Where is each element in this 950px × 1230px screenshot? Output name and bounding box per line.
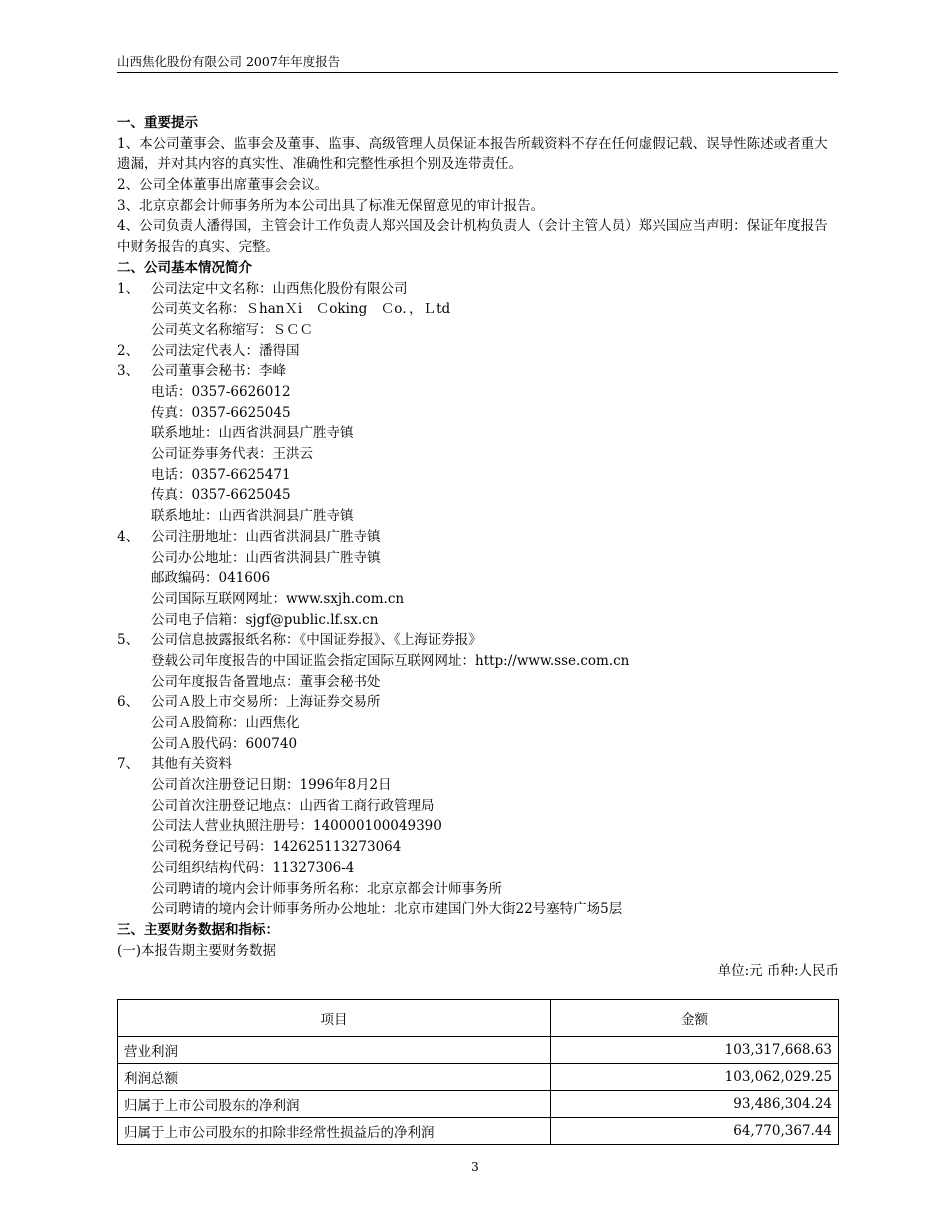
notice-item-3: 3、北京京都会计师事务所为本公司出具了标准无保留意见的审计报告。 [117,197,545,214]
list-item [117,341,839,362]
item-text: 公司税务登记号码：142625113273064 [151,839,402,856]
item-text: 电话：0357-6625471 [151,466,291,483]
list-item [117,589,839,610]
list-item [117,775,839,796]
cell-item: 归属于上市公司股东的扣除非经常性损益后的净利润 [118,1118,551,1145]
item-number: 1、 [117,280,140,297]
list-item [117,858,839,879]
item-text: 其他有关资料 [151,756,232,773]
list-item [117,403,839,424]
item-text: 传真：0357-6625045 [151,404,291,421]
cell-amount: 103,317,668.63 [551,1037,839,1064]
column-header-amount: 金额 [551,1000,839,1037]
list-item [117,816,839,837]
cell-amount: 103,062,029.25 [551,1064,839,1091]
cell-item: 归属于上市公司股东的净利润 [118,1091,551,1118]
list-item [117,279,839,300]
item-text: 联系地址：山西省洪洞县广胜寺镇 [151,425,354,442]
table-row [118,1118,839,1145]
list-item [117,610,839,631]
item-text: 公司Ａ股上市交易所：上海证券交易所 [151,694,381,711]
notice-item-4: 4、公司负责人潘得国，主管会计工作负责人郑兴国及会计机构负责人（会计主管人员）郑兴国应当声明：保证年度报告中财务报告的真实、完整。 [117,218,828,256]
item-text: 公司证券事务代表：王洪云 [151,446,313,463]
item-text: 联系地址：山西省洪洞县广胜寺镇 [151,508,354,525]
currency-unit-note: 单位:元 币种:人民币 [717,963,839,980]
item-text: 公司Ａ股简称：山西焦化 [151,715,300,731]
item-text: 公司国际互联网网址：www.sxjh.com.cn [151,590,405,607]
report-header: 山西焦化股份有限公司 2007年年度报告 [117,54,341,69]
list-item [117,568,839,589]
header-divider [117,72,838,73]
item-number: 6、 [117,694,140,711]
column-header-item: 项目 [118,1000,551,1037]
table-row [118,1037,839,1064]
list-item [117,361,839,382]
item-text: 公司英文名称缩写：ＳＣＣ [151,321,313,338]
item-text: 公司办公地址：山西省洪洞县广胜寺镇 [151,549,381,566]
list-item [117,506,839,527]
report-content [117,113,839,982]
notice-item-1: 1、本公司董事会、监事会及董事、监事、高级管理人员保证本报告所载资料不存在任何虚假记载、误导性陈述或者重大遗漏，并对其内容的真实性、准确性和完整性承担个别及连带责任。 [117,135,828,173]
item-number: 7、 [117,756,140,773]
item-text: 公司聘请的境内会计师事务所办公地址：北京市建国门外大街22号塞特广场5层 [151,901,623,918]
section-heading-important-notice: 一、重要提示 [117,115,198,131]
list-item [117,382,839,403]
table-row [118,1091,839,1118]
table-row [118,1064,839,1091]
item-number: 5、 [117,632,140,649]
cell-amount: 64,770,367.44 [551,1118,839,1145]
item-text: 公司首次注册登记日期：1996年8月2日 [151,777,392,794]
item-text: 邮政编码：041606 [151,570,271,587]
list-item [117,734,839,755]
item-text: 公司注册地址：山西省洪洞县广胜寺镇 [151,528,381,545]
list-item [117,320,839,341]
item-text: 公司法人营业执照注册号：140000100049390 [151,818,442,835]
cell-item: 营业利润 [118,1037,551,1064]
item-text: 公司英文名称：ＳhanＸi Ｃoking Ｃo．，Ｌtd [151,301,451,318]
item-number: 3、 [117,363,140,380]
list-item [117,485,839,506]
list-item [117,692,839,713]
section-heading-company-profile: 二、公司基本情况简介 [117,259,252,276]
page-number: 3 [471,1160,479,1174]
item-text: 公司组织结构代码：11327306-4 [151,859,355,876]
financial-data-table [117,999,839,1145]
list-item [117,299,839,320]
list-item [117,754,839,775]
list-item [117,713,839,734]
list-item [117,465,839,486]
list-item [117,444,839,465]
list-item [117,672,839,693]
list-item [117,796,839,817]
item-text: 公司法定代表人：潘得国 [151,342,300,359]
item-number: 2、 [117,342,140,359]
table-header-row [118,1000,839,1037]
item-text: 登载公司年度报告的中国证监会指定国际互联网网址：http://www.sse.com.cn [151,652,630,669]
item-text: 公司法定中文名称：山西焦化股份有限公司 [151,280,408,297]
list-item [117,837,839,858]
list-item [117,651,839,672]
item-text: 电话：0357-6626012 [151,384,291,400]
item-text: 传真：0357-6625045 [151,487,291,504]
list-item [117,527,839,548]
cell-item: 利润总额 [118,1064,551,1091]
item-text: 公司年度报告备置地点：董事会秘书处 [151,673,381,690]
list-item [117,879,839,900]
item-text: 公司信息披露报纸名称：《中国证券报》、《上海证券报》 [151,632,482,649]
item-text: 公司董事会秘书：李峰 [151,363,286,380]
notice-item-2: 2、公司全体董事出席董事会会议。 [117,177,329,194]
item-text: 公司电子信箱：sjgf@public.lf.sx.cn [151,611,379,628]
list-item [117,423,839,444]
item-text: 公司聘请的境内会计师事务所名称：北京京都会计师事务所 [151,880,502,897]
item-number: 4、 [117,528,140,545]
company-profile-list [117,279,839,920]
item-text: 公司首次注册登记地点：山西省工商行政管理局 [151,797,435,814]
list-item [117,899,839,920]
cell-amount: 93,486,304.24 [551,1091,839,1118]
list-item [117,630,839,651]
item-text: 公司Ａ股代码：600740 [151,735,298,752]
list-item [117,548,839,569]
section-heading-financial-data: 三、主要财务数据和指标： [117,921,279,938]
financial-subheading: (一)本报告期主要财务数据 [117,942,277,959]
